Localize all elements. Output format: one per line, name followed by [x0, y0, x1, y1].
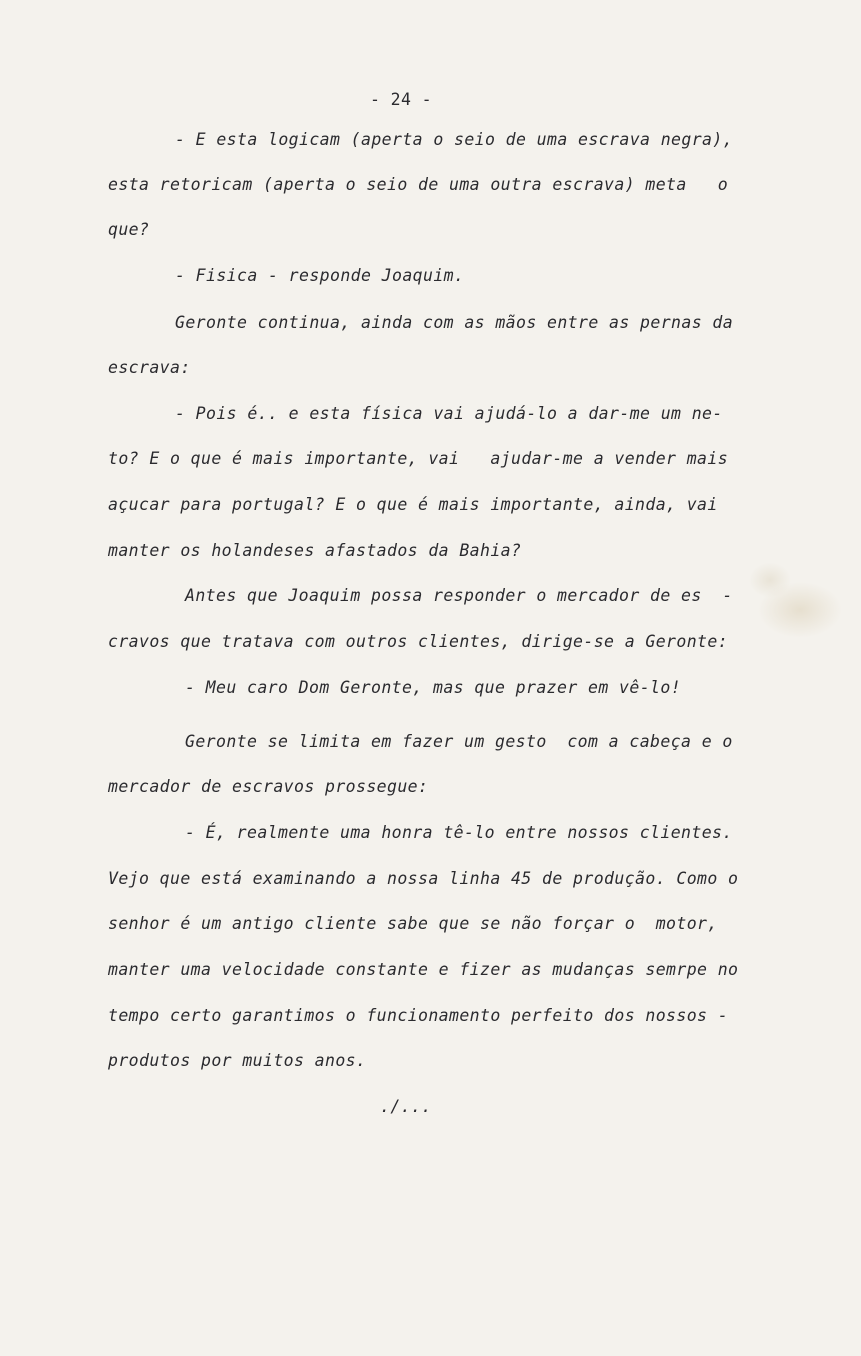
text-line: - É, realmente uma honra tê-lo entre nossos clientes.: [185, 823, 733, 842]
text-line: tempo certo garantimos o funcionamento perfeito dos nossos -: [108, 1006, 729, 1025]
text-line: manter os holandeses afastados da Bahia?: [108, 541, 522, 560]
text-line: açucar para portugal? E o que é mais importante, ainda, vai: [108, 495, 718, 514]
text-line: senhor é um antigo cliente sabe que se não forçar o motor,: [108, 914, 718, 933]
text-line: Antes que Joaquim possa responder o mercador de es -: [185, 586, 733, 605]
text-line: to? E o que é mais importante, vai ajudar-me a vender mais: [108, 449, 729, 468]
text-line: manter uma velocidade constante e fizer as mudanças semrpe no: [108, 960, 739, 979]
text-line: - Fisica - responde Joaquim.: [175, 266, 465, 285]
text-line: produtos por muitos anos.: [108, 1051, 367, 1070]
text-line: Geronte continua, ainda com as mãos entre as pernas da: [175, 313, 734, 332]
text-line: esta retoricam (aperta o seio de uma outra escrava) meta o: [108, 175, 729, 194]
text-line: escrava:: [108, 358, 191, 377]
text-line: Vejo que está examinando a nossa linha 45 de produção. Como o: [108, 869, 739, 888]
text-line: - E esta logicam (aperta o seio de uma escrava negra),: [175, 130, 734, 149]
text-line: cravos que tratava com outros clientes, dirige-se a Geronte:: [108, 632, 729, 651]
text-line: Geronte se limita em fazer um gesto com a cabeça e o: [185, 732, 733, 751]
text-line: mercador de escravos prossegue:: [108, 777, 429, 796]
text-line: - Meu caro Dom Geronte, mas que prazer em vê-lo!: [185, 678, 682, 697]
page-number: - 24 -: [370, 90, 433, 109]
text-line: que?: [108, 220, 150, 239]
text-line: - Pois é.. e esta física vai ajudá-lo a dar-me um ne-: [175, 404, 723, 423]
continuation-mark: ./...: [380, 1097, 432, 1116]
